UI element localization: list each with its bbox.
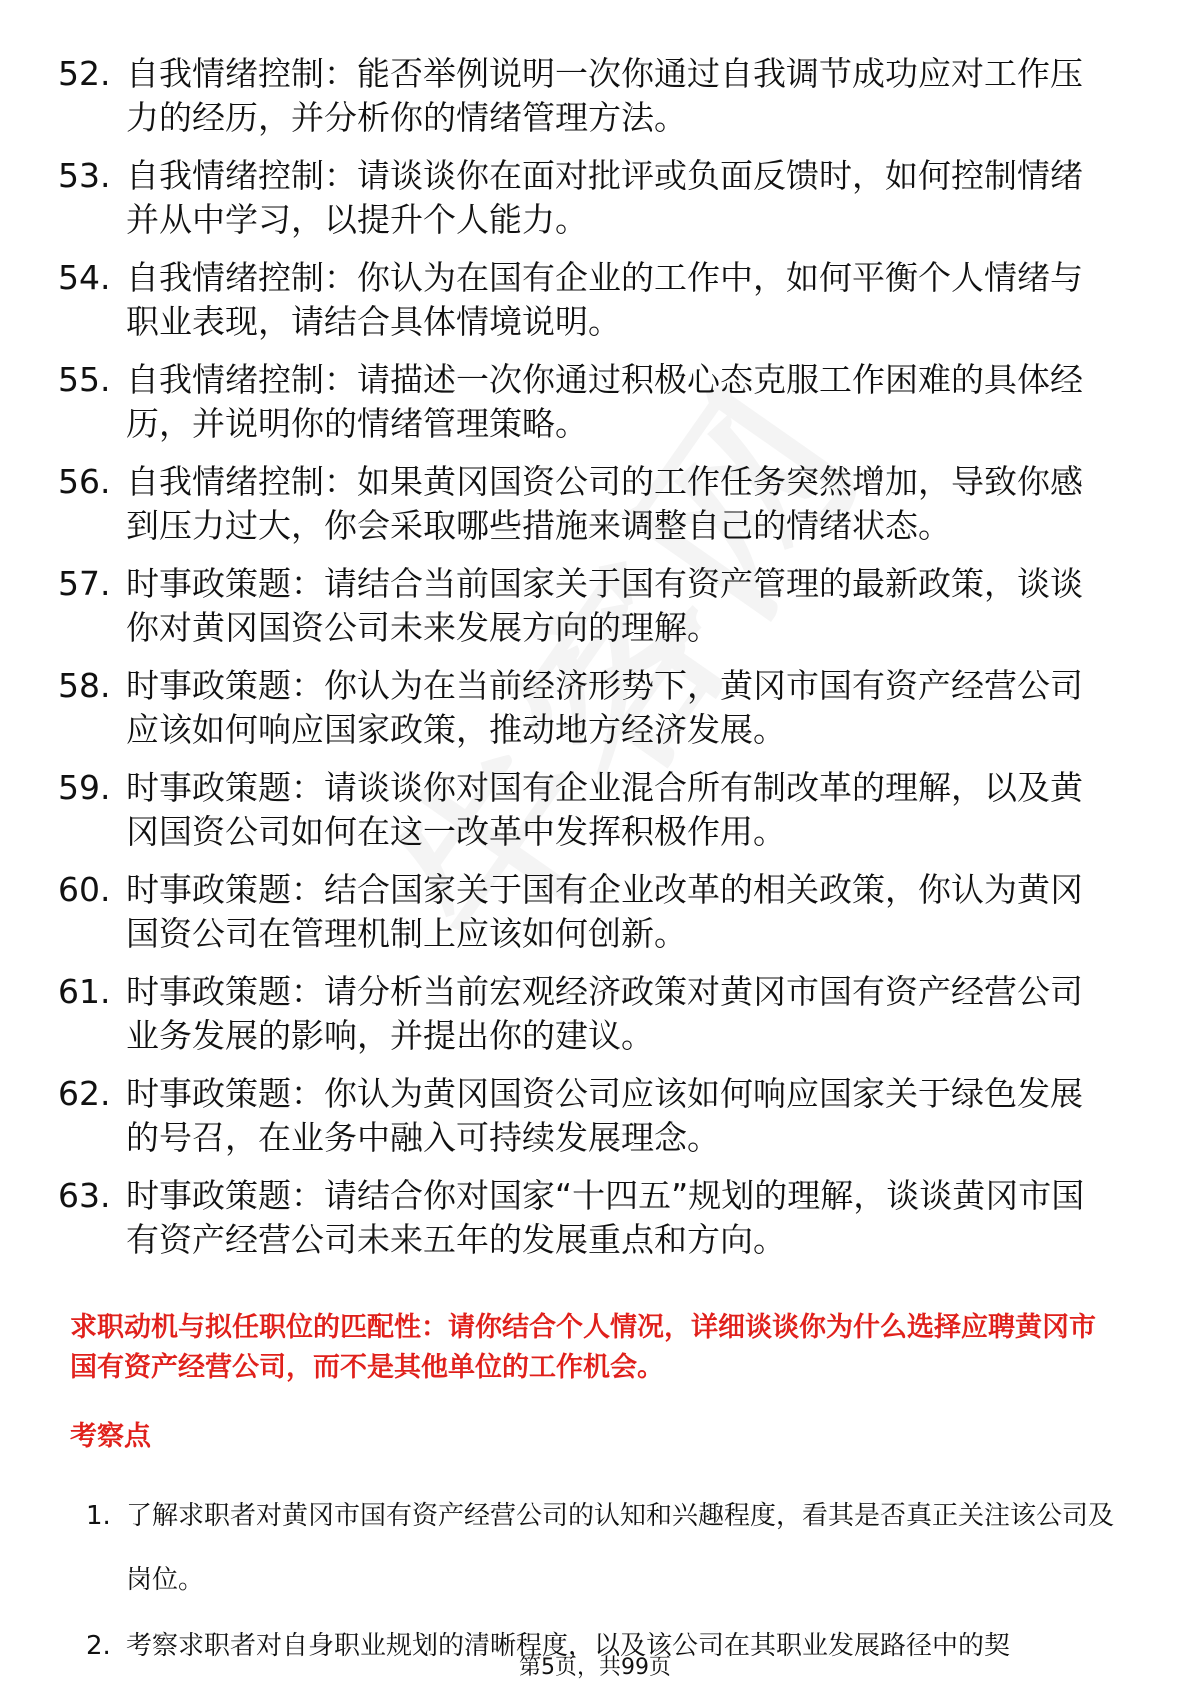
item-number: 54.: [58, 258, 111, 297]
list-item: [58, 460, 1108, 548]
item-number: 61.: [58, 972, 111, 1011]
item-number: 2.: [86, 1631, 111, 1661]
item-text: 自我情绪控制：请描述一次你通过积极心态克服工作困难的具体经历，并说明你的情绪管理策略。: [126, 360, 1083, 443]
list-item: [58, 256, 1108, 344]
item-number: 63.: [58, 1176, 111, 1215]
item-number: 59.: [58, 768, 111, 807]
list-item: [58, 868, 1108, 956]
page-footer: 第5页，共99页: [519, 1655, 671, 1680]
item-number: 52.: [58, 54, 111, 93]
item-number: 1.: [86, 1501, 111, 1531]
item-text: 自我情绪控制：如果黄冈国资公司的工作任务突然增加，导致你感到压力过大，你会采取哪些措施来调整自己的情绪状态。: [126, 462, 1083, 545]
item-number: 57.: [58, 564, 111, 603]
item-text: 时事政策题：请分析当前宏观经济政策对黄冈市国有资产经营公司业务发展的影响，并提出你的建议。: [126, 972, 1083, 1055]
list-item: [58, 154, 1108, 242]
section-heading: 求职动机与拟任职位的匹配性：请你结合个人情况，详细谈谈你为什么选择应聘黄冈市国有资产经营公司，而不是其他单位的工作机会。: [70, 1312, 1096, 1383]
item-text: 时事政策题：你认为在当前经济形势下，黄冈市国有资产经营公司应该如何响应国家政策，推动地方经济发展。: [126, 666, 1083, 749]
item-text: 时事政策题：请谈谈你对国有企业混合所有制改革的理解，以及黄冈国资公司如何在这一改革中发挥积极作用。: [126, 768, 1083, 851]
list-item: [58, 970, 1108, 1058]
item-number: 56.: [58, 462, 111, 501]
list-item: [58, 52, 1108, 140]
list-item: [58, 664, 1108, 752]
list-item: [58, 1174, 1108, 1262]
item-text: 考察求职者对自身职业规划的清晰程度，以及该公司在其职业发展路径中的契: [126, 1631, 1011, 1661]
item-text: 时事政策题：你认为黄冈国资公司应该如何响应国家关于绿色发展的号召，在业务中融入可持续发展理念。: [126, 1074, 1083, 1157]
item-number: 58.: [58, 666, 111, 705]
item-text: 自我情绪控制：能否举例说明一次你通过自我调节成功应对工作压力的经历，并分析你的情绪管理方法。: [126, 54, 1083, 137]
item-text: 自我情绪控制：请谈谈你在面对批评或负面反馈时，如何控制情绪并从中学习，以提升个人能力。: [126, 156, 1083, 239]
list-item: [58, 766, 1108, 854]
item-text: 时事政策题：结合国家关于国有企业改革的相关政策，你认为黄冈国资公司在管理机制上应该如何创新。: [126, 870, 1083, 953]
item-text: 时事政策题：请结合当前国家关于国有资产管理的最新政策，谈谈你对黄冈国资公司未来发展方向的理解。: [126, 564, 1083, 647]
section-label: 考察点: [70, 1421, 151, 1452]
list-item: [58, 562, 1108, 650]
item-number: 55.: [58, 360, 111, 399]
list-item: [86, 1484, 1126, 1612]
item-text: 自我情绪控制：你认为在国有企业的工作中，如何平衡个人情绪与职业表现，请结合具体情境说明。: [126, 258, 1083, 341]
list-item: [58, 1072, 1108, 1160]
item-text: 时事政策题：请结合你对国家“十四五”规划的理解，谈谈黄冈市国有资产经营公司未来五年的发展重点和方向。: [126, 1176, 1085, 1259]
item-number: 53.: [58, 156, 111, 195]
item-number: 62.: [58, 1074, 111, 1113]
item-text: 了解求职者对黄冈市国有资产经营公司的认知和兴趣程度，看其是否真正关注该公司及岗位。: [126, 1501, 1115, 1595]
list-item: [58, 358, 1108, 446]
question-list: [58, 52, 1108, 1276]
item-number: 60.: [58, 870, 111, 909]
